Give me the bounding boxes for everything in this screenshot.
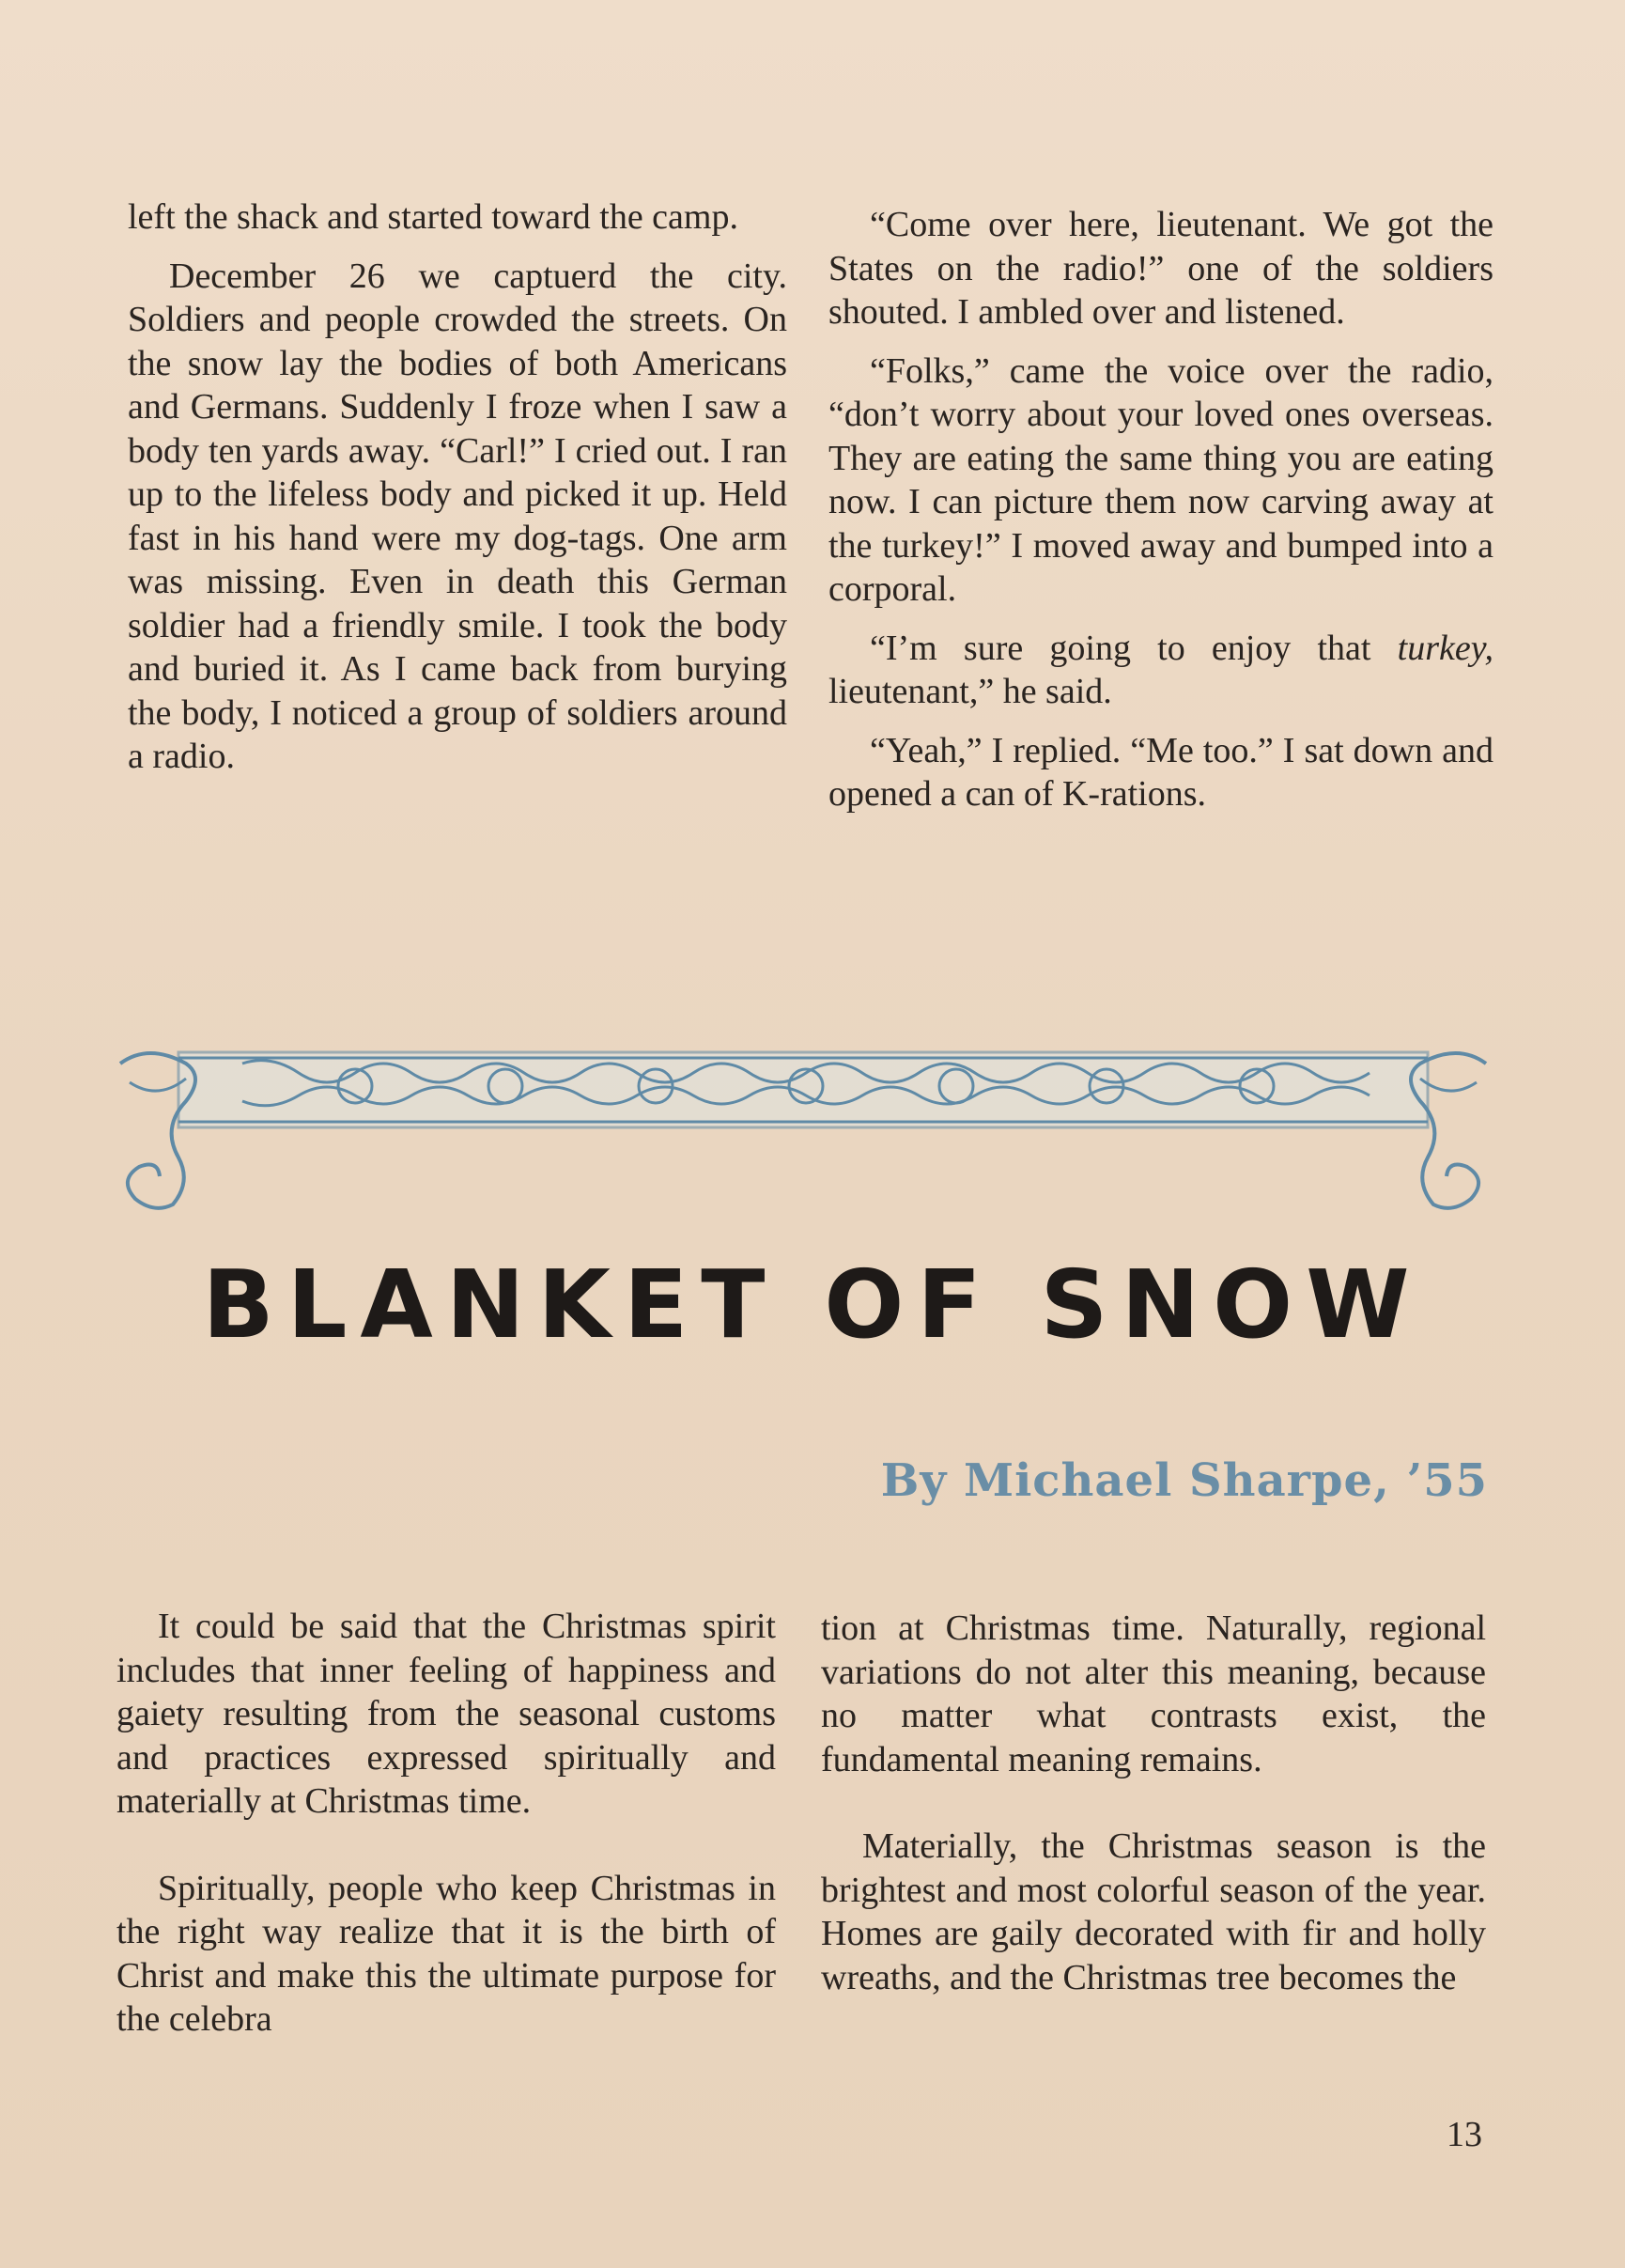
- column-top-left: [128, 195, 787, 779]
- article-title: BLANKET OF SNOW: [202, 1250, 1423, 1359]
- paragraph: December 26 we captuerd the city. Soldiers and people crowded the streets. On the snow lay the bodies of both Americans and Germans. Suddenly I froze when I saw a body ten yards away. “Carl!” I cried out. I ran up to the lifeless body and picked it up. Held fast in his hand were my dog-tags. One arm was missing. Even in death this German soldier had a friendly smile. I took the body and buried it. As I came back from burying the body, I noticed a group of soldiers around a radio.: [128, 256, 787, 776]
- paragraph: It could be said that the Christmas spirit includes that inner feeling of happiness and gaiety resulting from the seasonal customs and practices expressed spiritually and materially at Christmas time.: [116, 1607, 776, 1821]
- paragraph: “Yeah,” I replied. “Me too.” I sat down and opened a can of K-rations.: [828, 730, 1493, 814]
- paragraph: tion at Christmas time. Naturally, regional variations do not alter this meaning, because no matter what contrasts exist, the fundamental meaning remains.: [821, 1608, 1486, 1779]
- column-top-right: [828, 203, 1493, 816]
- byline: By Michael Sharpe, ’55: [880, 1454, 1488, 1507]
- quote-text: lieutenant,” he said.: [828, 672, 1112, 711]
- paragraph: Spiritually, people who keep Christmas in the right way realize that it is the birth of Christ and make this the ultimate purpose for the celebra: [116, 1868, 776, 2039]
- paragraph: “Come over here, lieutenant. We got the States on the radio!” one of the soldiers shouted. I ambled over and listened.: [828, 205, 1493, 332]
- paragraph: “Folks,” came the voice over the radio, “don’t worry about your loved ones overseas. They are eating the same thing you are eating now. I can picture them now carving away at the turkey!” I moved away and bumped into a corporal.: [828, 350, 1493, 609]
- quote-text: “I’m sure going to enjoy that: [870, 628, 1398, 668]
- column-bottom-left: [116, 1605, 776, 2042]
- ornament-border: [111, 1045, 1495, 1212]
- paragraph: Materially, the Christmas season is the brightest and most colorful season of the year. Homes are gaily decorated with fir and holly wreaths, and the Christmas tree becomes the: [821, 1826, 1486, 1997]
- italic-word: turkey,: [1397, 628, 1493, 668]
- page-number: 13: [1447, 2115, 1482, 2154]
- paragraph: left the shack and started toward the camp.: [128, 197, 738, 237]
- paragraph: [828, 627, 1493, 714]
- column-bottom-right: [821, 1607, 1486, 1999]
